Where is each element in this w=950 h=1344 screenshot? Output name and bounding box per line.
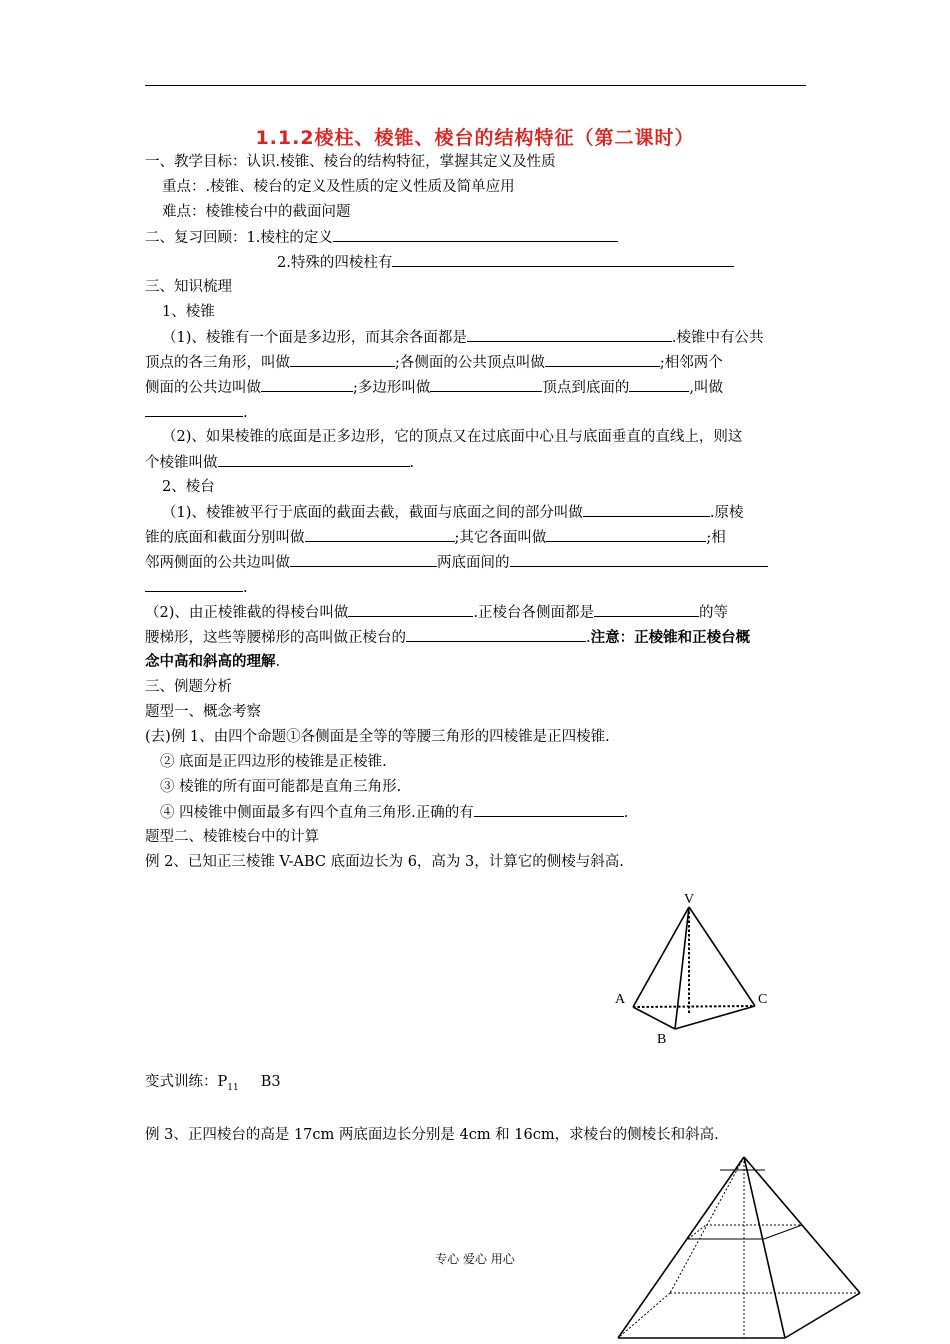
blank bbox=[218, 452, 410, 467]
text: 个棱锥叫做 bbox=[145, 455, 218, 471]
proposition-4 bbox=[160, 802, 628, 823]
edge-vc bbox=[689, 907, 755, 1006]
section-right bbox=[764, 1225, 802, 1239]
difficulty-line: 难点：棱锥棱台中的截面问题 bbox=[162, 204, 351, 220]
pyramid-def-line-3 bbox=[145, 377, 723, 398]
key-points-line: 重点：.棱锥、棱台的定义及性质的定义性质及简单应用 bbox=[162, 179, 515, 195]
frustum-def-line-4 bbox=[145, 577, 248, 598]
blank bbox=[305, 527, 455, 542]
review-text-2: 2.特殊的四棱柱有 bbox=[277, 255, 393, 271]
text: 侧面的公共边叫做 bbox=[145, 380, 261, 396]
text: 的等 bbox=[699, 605, 728, 621]
header-rule bbox=[145, 85, 806, 86]
text: 顶点到底面的 bbox=[542, 380, 630, 396]
edge-ac-hidden bbox=[633, 1006, 755, 1007]
examples-heading: 三、例题分析 bbox=[145, 679, 232, 695]
regular-pyramid-line-1: （2)、如果棱锥的底面是正多边形，它的顶点又在过底面中心且与底面垂直的直线上，则这 bbox=[162, 429, 743, 445]
text: ;其它各面叫做 bbox=[454, 530, 547, 546]
frustum-def-line-1 bbox=[162, 502, 744, 523]
blank bbox=[348, 602, 473, 617]
label-v: V bbox=[684, 892, 695, 907]
text: . bbox=[243, 580, 248, 596]
blank bbox=[333, 227, 618, 242]
subsection-frustum: 2、棱台 bbox=[162, 479, 215, 495]
regular-frustum-line-3 bbox=[145, 652, 280, 672]
text: ④ 四棱锥中侧面最多有四个直角三角形.正确的有 bbox=[160, 805, 474, 821]
example-1-line: (去)例 1、由四个命题①各侧面是全等的等腰三角形的四棱锥是正四棱锥. bbox=[145, 729, 610, 745]
note-text: 念中高和斜高的理解 bbox=[145, 653, 276, 670]
blank bbox=[546, 527, 706, 542]
frustum-def-line-3 bbox=[145, 552, 768, 573]
text: .棱锥中有公共 bbox=[671, 330, 764, 346]
text: .原棱 bbox=[709, 505, 744, 521]
base-front-right bbox=[785, 1293, 860, 1338]
practice-line bbox=[145, 1072, 281, 1098]
review-text-1: 二、复习回顾：1.棱柱的定义 bbox=[145, 230, 333, 246]
edge-ab bbox=[633, 1007, 675, 1029]
text: 变式训练：P bbox=[145, 1074, 228, 1090]
text: .正棱台各侧面都是 bbox=[473, 605, 594, 621]
example-2-line: 例 2、已知正三棱锥 V-ABC 底面边长为 6，高为 3，计算它的侧棱与斜高. bbox=[145, 854, 624, 870]
text: ,叫做 bbox=[689, 380, 723, 396]
blank bbox=[583, 502, 710, 517]
label-b: B bbox=[657, 1032, 667, 1047]
edge-left bbox=[618, 1157, 744, 1338]
edge-front bbox=[744, 1157, 785, 1338]
section-heading: 三、知识梳理 bbox=[145, 279, 232, 295]
text: ;各侧面的公共顶点叫做 bbox=[395, 355, 545, 371]
objectives-line: 一、教学目标：认识.棱锥、棱台的结构特征，掌握其定义及性质 bbox=[145, 154, 556, 170]
text: B3 bbox=[260, 1074, 281, 1090]
subscript: 11 bbox=[227, 1082, 239, 1093]
regular-frustum-line-1 bbox=[145, 602, 728, 623]
footer-text: 专心 爱心 用心 bbox=[435, 1252, 515, 1266]
pyramid-figure bbox=[600, 885, 790, 1050]
text: 锥的底面和截面分别叫做 bbox=[145, 530, 305, 546]
blank bbox=[290, 552, 437, 567]
blank bbox=[290, 352, 395, 367]
text: . bbox=[275, 654, 281, 670]
proposition-3: ③ 棱锥的所有面可能都是直角三角形. bbox=[160, 779, 402, 795]
blank bbox=[430, 377, 542, 392]
blank bbox=[406, 627, 586, 642]
pyramid-def-line-2 bbox=[145, 352, 723, 373]
label-c: C bbox=[758, 992, 768, 1007]
text: 腰梯形，这些等腰梯形的高叫做正棱台的 bbox=[145, 630, 406, 646]
page-title: 1.1.2棱柱、棱锥、棱台的结构特征（第二课时） bbox=[255, 127, 695, 149]
pyramid-def-line-1 bbox=[162, 327, 764, 348]
text: 顶点的各三角形，叫做 bbox=[145, 355, 290, 371]
blank bbox=[261, 377, 353, 392]
blank bbox=[392, 252, 734, 267]
blank bbox=[474, 802, 624, 817]
proposition-2: ② 底面是正四边形的棱锥是正棱锥. bbox=[160, 754, 387, 770]
blank bbox=[145, 402, 243, 417]
blank bbox=[467, 327, 672, 342]
pyramid-def-line-4 bbox=[145, 402, 248, 423]
note-text: 注意：正棱锥和正棱台概 bbox=[590, 629, 751, 646]
type-two-heading: 题型二、棱锥棱台中的计算 bbox=[145, 829, 319, 845]
text: 邻两侧面的公共边叫做 bbox=[145, 555, 290, 571]
label-a: A bbox=[615, 992, 626, 1007]
text: ;相 bbox=[706, 530, 726, 546]
subsection-pyramid: 1、棱锥 bbox=[162, 304, 215, 320]
frustum-figure bbox=[610, 1150, 880, 1344]
text: （1)、棱锥被平行于底面的截面去截，截面与底面之间的部分叫做 bbox=[162, 505, 583, 521]
edge-bc bbox=[675, 1006, 755, 1029]
blank bbox=[629, 377, 689, 392]
text: . bbox=[586, 630, 591, 646]
blank bbox=[545, 352, 660, 367]
type-one-heading: 题型一、概念考察 bbox=[145, 704, 261, 720]
review-line-2 bbox=[277, 252, 734, 273]
regular-pyramid-line-2 bbox=[145, 452, 414, 473]
regular-frustum-line-2 bbox=[145, 627, 750, 648]
example-3-line: 例 3、正四棱台的高是 17cm 两底面边长分别是 4cm 和 16cm，求棱台的侧棱长和斜高. bbox=[145, 1127, 719, 1143]
blank bbox=[594, 602, 699, 617]
text: 两底面间的 bbox=[437, 555, 510, 571]
text: . bbox=[623, 805, 629, 821]
edge-va bbox=[633, 907, 689, 1007]
text: （2)、由正棱锥截的得棱台叫做 bbox=[145, 605, 349, 621]
blank bbox=[510, 552, 768, 567]
text: ;多边形叫做 bbox=[353, 380, 431, 396]
edge-vb bbox=[675, 907, 689, 1029]
text: . bbox=[243, 405, 248, 421]
blank bbox=[145, 577, 243, 592]
frustum-def-line-2 bbox=[145, 527, 726, 548]
review-line-1 bbox=[145, 227, 618, 248]
text: . bbox=[409, 455, 415, 471]
text: （1)、棱锥有一个面是多边形，而其余各面都是 bbox=[162, 330, 467, 346]
text: ;相邻两个 bbox=[659, 355, 723, 371]
